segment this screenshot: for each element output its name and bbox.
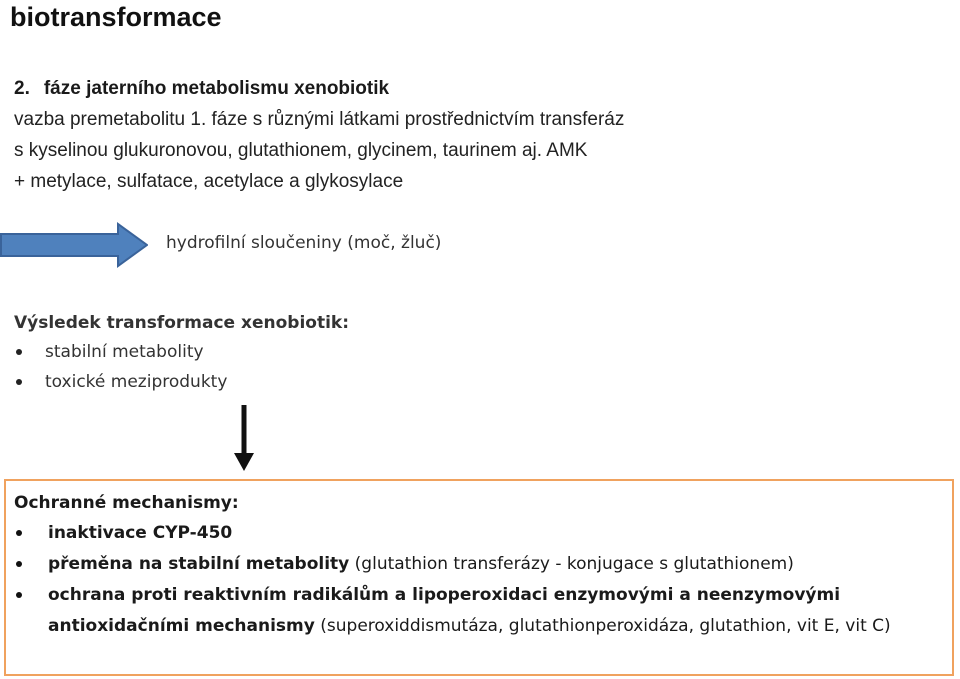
arrow-result-label: hydrofilní sloučeniny (moč, žluč) — [166, 233, 442, 253]
result-list — [14, 337, 349, 397]
bullet-icon — [16, 379, 22, 385]
list-item: stabilní metabolity — [14, 337, 349, 367]
transformation-result-section — [14, 309, 349, 397]
phase-number: 2. — [14, 78, 30, 99]
bullet-icon — [16, 561, 22, 567]
bullet-icon — [16, 349, 22, 355]
protective-mechanisms-list — [14, 518, 954, 642]
list-item: inaktivace CYP-450 — [14, 518, 954, 549]
bullet-icon — [16, 592, 22, 598]
protective-mechanisms-content — [14, 488, 954, 642]
page-title: biotransformace — [10, 2, 222, 32]
phase-heading — [14, 77, 389, 101]
phase-description-line-2: s kyselinou glukuronovou, glutathionem, glycinem, taurinem aj. AMK — [14, 140, 588, 161]
list-item: ochrana proti reaktivním radikálům a lipoperoxidaci enzymovými a neenzymovými antioxidačními mechanismy (superoxiddismutáza, glutathionperoxidáza, glutathion, vit E, vit C) — [14, 580, 928, 642]
list-item: toxické meziprodukty — [14, 367, 349, 397]
phase-description-line-3: + metylace, sulfatace, acetylace a glykosylace — [14, 171, 404, 192]
arrow-down-icon — [232, 405, 256, 473]
list-item: přeměna na stabilní metabolity (glutathion transferázy - konjugace s glutathionem) — [14, 549, 954, 580]
result-title: Výsledek transformace xenobiotik: — [14, 313, 350, 333]
protective-mechanisms-title: Ochranné mechanismy: — [14, 493, 239, 513]
phase-description-line-1: vazba premetabolitu 1. fáze s různými látkami prostřednictvím transferáz — [14, 109, 625, 130]
block-arrow-right-icon — [0, 222, 148, 268]
bullet-icon — [16, 530, 22, 536]
phase-heading-text: fáze jaterního metabolismu xenobiotik — [43, 78, 390, 99]
